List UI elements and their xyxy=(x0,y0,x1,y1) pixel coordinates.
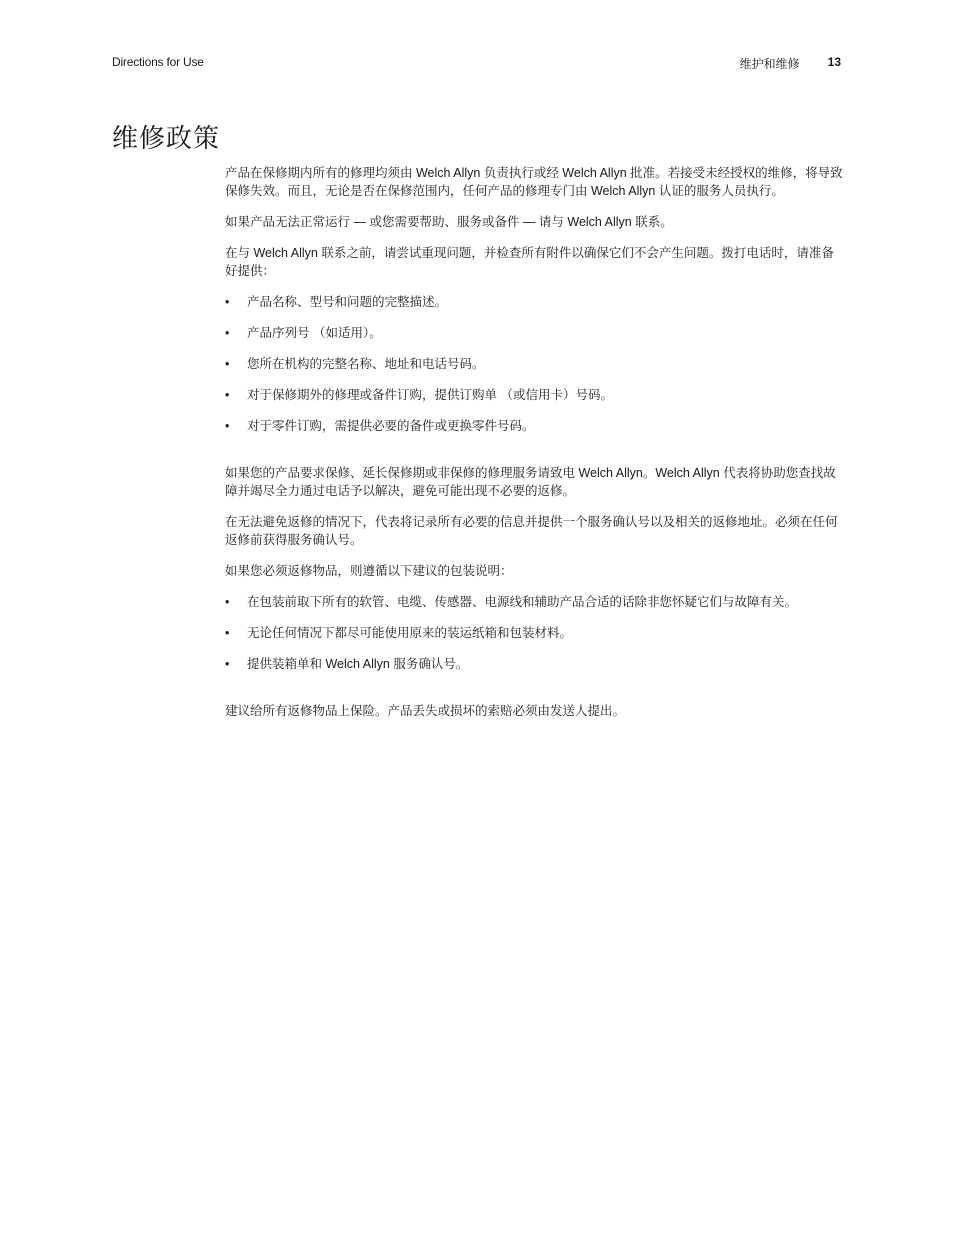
bullet-icon: • xyxy=(225,419,230,433)
list-item: • 对于零件订购，需提供必要的备件或更换零件号码。 xyxy=(225,419,535,433)
list-item: • 产品名称、型号和问题的完整描述。 xyxy=(225,295,448,309)
paragraph-warranty-repairs: 产品在保修期内所有的修理均须由 Welch Allyn 负责执行或经 Welch Allyn 批准。若接受未经授权的维修，将导致保修失效。而且，无论是否在保修范围内，任何产品的修理专门由 Welch Allyn 认证的服务人员执行。 xyxy=(225,166,843,198)
paragraph-packing-intro: 如果您必须返修物品，则遵循以下建议的包装说明： xyxy=(225,564,513,578)
running-header-right xyxy=(740,55,841,72)
bullet-icon: • xyxy=(225,357,230,371)
paragraph-insurance: 建议给所有返修物品上保险。产品丢失或损坏的索赔必须由发送人提出。 xyxy=(225,704,626,718)
paragraph-return-authorization: 在无法避免返修的情况下，代表将记录所有必要的信息并提供一个服务确认号以及相关的返修地址。必须在任何返修前获得服务确认号。 xyxy=(225,515,838,547)
body-content xyxy=(225,164,843,733)
running-header-section: 维护和维修 xyxy=(739,57,800,71)
bullet-icon: • xyxy=(225,595,230,609)
info-to-provide-list xyxy=(225,293,843,435)
bullet-icon: • xyxy=(225,326,230,340)
running-header-doc-title: Directions for Use xyxy=(112,55,204,69)
page-title: 维修政策 xyxy=(112,123,221,153)
packing-instructions-list xyxy=(225,593,843,673)
bullet-icon: • xyxy=(225,626,230,640)
paragraph-before-calling: 在与 Welch Allyn 联系之前，请尝试重现问题，并检查所有附件以确保它们不会产生问题。拨打电话时，请准备好提供： xyxy=(225,246,834,278)
bullet-icon: • xyxy=(225,388,230,402)
bullet-icon: • xyxy=(225,295,230,309)
page-number: 13 xyxy=(827,55,841,69)
list-item: • 您所在机构的完整名称、地址和电话号码。 xyxy=(225,357,485,371)
list-item: • 产品序列号 （如适用）。 xyxy=(225,326,382,340)
list-item: • 在包装前取下所有的软管、电缆、传感器、电源线和辅助产品合适的话除非您怀疑它们与故障有关。 xyxy=(225,595,798,609)
bullet-icon: • xyxy=(225,657,230,671)
paragraph-contact: 如果产品无法正常运行 — 或您需要帮助、服务或备件 — 请与 Welch Allyn 联系。 xyxy=(225,215,673,229)
list-item: • 对于保修期外的修理或备件订购，提供订购单 （或信用卡）号码。 xyxy=(225,388,613,402)
paragraph-service-call: 如果您的产品要求保修、延长保修期或非保修的修理服务请致电 Welch Allyn。Welch Allyn 代表将协助您查找故障并竭尽全力通过电话予以解决，避免可能出现不必要的返修。 xyxy=(225,466,836,498)
list-item: • 提供装箱单和 Welch Allyn 服务确认号。 xyxy=(225,657,469,671)
list-item: • 无论任何情况下都尽可能使用原来的装运纸箱和包装材料。 xyxy=(225,626,573,640)
